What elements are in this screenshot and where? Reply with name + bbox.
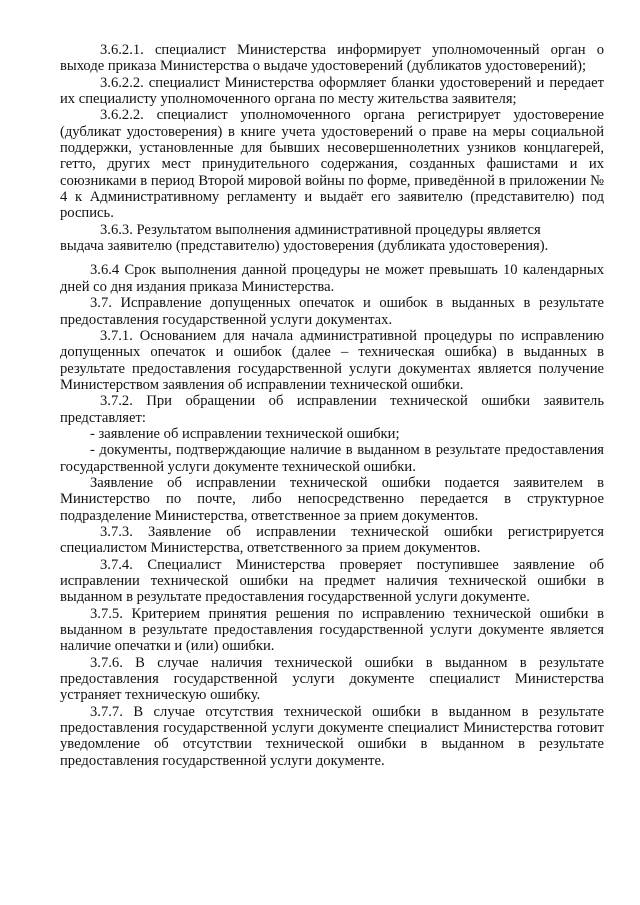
paragraph-3-7-3: 3.7.3. Заявление об исправлении технической ошибки регистрируется специалистом Министерства, ответственного за прием документов.	[60, 523, 604, 557]
paragraph-3-6-3-result: выдача заявителю (представителю) удостоверения (дубликата удостоверения).	[60, 238, 549, 255]
paragraph-3-7-1: 3.7.1. Основанием для начала административной процедуры по исправлению допущенных опечаток и ошибок (далее – техническая ошибка) в выданных в результате предоставления государственной услуги документах является получение Министерством заявления об исправлении технической ошибки.	[60, 327, 604, 393]
paragraph-3-7-6: 3.7.6. В случае наличия технической ошибки в выданном в результате предоставления государственной услуги документе специалист Министерства устраняет техническую ошибку.	[60, 654, 604, 704]
paragraph-3-7-2: 3.7.2. При обращении об исправлении технической ошибки заявитель представляет:	[60, 393, 604, 426]
paragraph-3-7-5: 3.7.5. Критерием принятия решения по исправлению технической ошибки в выданном в результате предоставления государственной услуги документе является наличие опечатки и (или) ошибки.	[60, 605, 604, 655]
document-body	[60, 42, 604, 769]
paragraph-3-7-4: 3.7.4. Специалист Министерства проверяет поступившее заявление об исправлении технической ошибки на предмет наличия технической ошибки в выданном в результате предоставления государственной услуги документе.	[60, 556, 604, 606]
paragraph-application-submission: Заявление об исправлении технической ошибки подается заявителем в Министерство по почте, либо непосредственно передается в структурное подразделение Министерства, ответственное за прием документов.	[60, 474, 604, 524]
paragraph-3-6-4: 3.6.4 Срок выполнения данной процедуры не может превышать 10 календарных дней со дня издания приказа Министерства.	[60, 262, 604, 295]
paragraph-3-6-3: 3.6.3. Результатом выполнения административной процедуры является	[100, 221, 541, 238]
paragraph-3-7-7: 3.7.7. В случае отсутствия технической ошибки в выданном в результате предоставления государственной услуги документе специалист Министерства готовит уведомление об отсутствии технической ошибки в выданном в результате предоставления государственной услуги документе.	[60, 703, 604, 769]
list-item-application: - заявление об исправлении технической ошибки;	[90, 425, 400, 442]
list-item-documents: - документы, подтверждающие наличие в выданном в результате предоставления государственной услуги документе технической ошибки.	[60, 442, 604, 475]
paragraph-3-6-2-2-forms: 3.6.2.2. специалист Министерства оформляет бланки удостоверений и передает их специалисту уполномоченного органа по месту жительства заявителя;	[60, 74, 604, 108]
paragraph-3-7: 3.7. Исправление допущенных опечаток и ошибок в выданных в результате предоставления государственной услуги документах.	[60, 295, 604, 328]
paragraph-3-6-2-1: 3.6.2.1. специалист Министерства информирует уполномоченный орган о выходе приказа Министерства о выдаче удостоверений (дубликатов удостоверений);	[60, 42, 604, 75]
paragraph-3-6-2-2-registration: 3.6.2.2. специалист уполномоченного органа регистрирует удостоверение (дубликат удостоверения) в книге учета удостоверений о праве на меры социальной поддержки, установленные для бывших несовершеннолетних узников концлагерей, гетто, других мест принудительного содержания, созданных фашистами и их союзниками в период Второй мировой войны по форме, приведённой в приложении № 4 к Административному регламенту и выдаёт его заявителю (представителю) под роспись.	[60, 107, 604, 222]
